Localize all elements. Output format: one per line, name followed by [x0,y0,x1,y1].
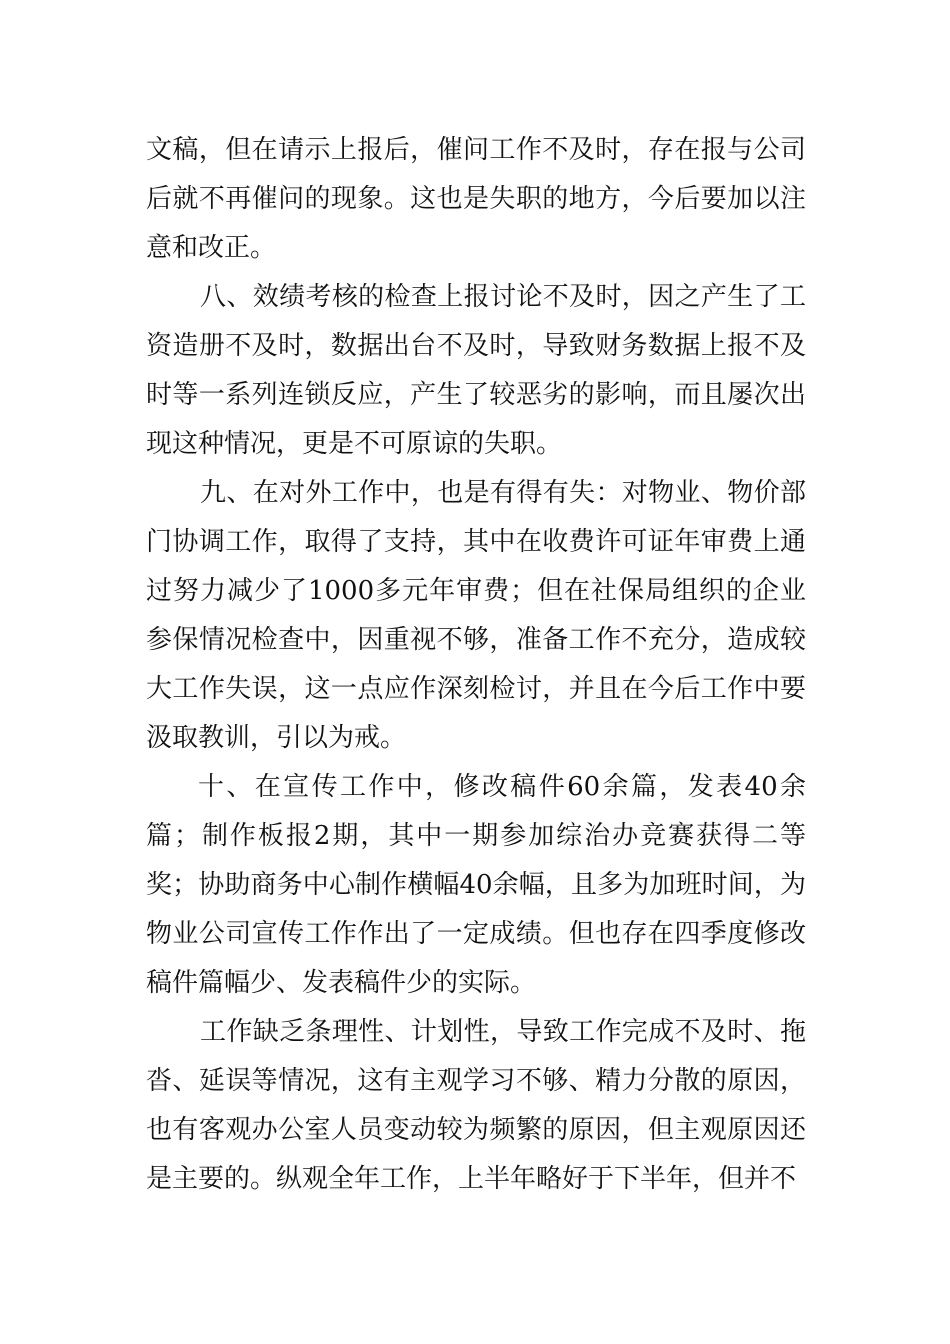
paragraph-summary: 工作缺乏条理性、计划性，导致工作完成不及时、拖沓、延误等情况，这有主观学习不够、精力分散的原因，也有客观办公室人员变动较为频繁的原因，但主观原因还是主要的。纵观全年工作，上半年略好于下半年，但并不 [146,1017,806,1194]
paragraph-continuation: 文稿，但在请示上报后，催问工作不及时，存在报与公司后就不再催问的现象。这也是失职的地方，今后要加以注意和改正。 [146,135,806,263]
paragraph-item-10: 十、在宣传工作中，修改稿件60余篇，发表40余篇；制作板报2期，其中一期参加综治办竞赛获得二等奖；协助商务中心制作横幅40余幅，且多为加班时间，为物业公司宣传工作作出了一定成绩。但也存在四季度修改稿件篇幅少、发表稿件少的实际。 [146,772,806,998]
paragraph-item-9: 九、在对外工作中，也是有得有失：对物业、物价部门协调工作，取得了支持，其中在收费许可证年审费上通过努力减少了1000多元年审费；但在社保局组织的企业参保情况检查中，因重视不够，准备工作不充分，造成较大工作失误，这一点应作深刻检讨，并且在今后工作中要汲取教训，引以为戒。 [146,478,806,753]
paragraph-item-8: 八、效绩考核的检查上报讨论不及时，因之产生了工资造册不及时，数据出台不及时，导致财务数据上报不及时等一系列连锁反应，产生了较恶劣的影响，而且屡次出现这种情况，更是不可原谅的失职。 [146,282,806,459]
document-body [146,126,806,1204]
